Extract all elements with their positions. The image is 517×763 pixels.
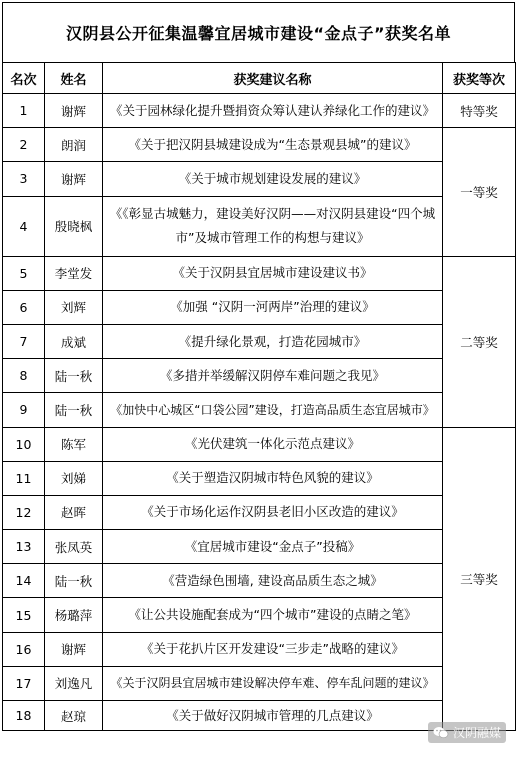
name-cell: 成斌 [45, 324, 103, 358]
rank-cell: 10 [3, 427, 45, 461]
name-cell: 谢辉 [45, 632, 103, 666]
proposal-cell: 《营造绿色围墙, 建设高品质生态之城》 [103, 564, 443, 598]
proposal-cell: 《关于花扒片区开发建设“三步走”战略的建议》 [103, 632, 443, 666]
name-cell: 刘娣 [45, 461, 103, 495]
table-row [3, 256, 516, 290]
table-row [3, 598, 516, 632]
rank-cell: 15 [3, 598, 45, 632]
table-row [3, 632, 516, 666]
table-row [3, 461, 516, 495]
header-rank: 名次 [3, 63, 45, 94]
table-row [3, 427, 516, 461]
table-row [3, 324, 516, 358]
name-cell: 赵琼 [45, 701, 103, 731]
name-cell: 刘辉 [45, 290, 103, 324]
award-cell-first: 一等奖 [443, 128, 516, 256]
table-row [3, 666, 516, 700]
header-name: 姓名 [45, 63, 103, 94]
rank-cell: 6 [3, 290, 45, 324]
proposal-cell: 《加快中心城区“口袋公园”建设，打造高品质生态宜居城市》 [103, 393, 443, 427]
proposal-cell: 《让公共设施配套成为“四个城市”建设的点睛之笔》 [103, 598, 443, 632]
header-award: 获奖等次 [443, 63, 516, 94]
name-cell: 朗润 [45, 128, 103, 162]
rank-cell: 12 [3, 495, 45, 529]
table-row [3, 162, 516, 196]
table-row [3, 290, 516, 324]
name-cell: 张凤英 [45, 530, 103, 564]
rank-cell: 2 [3, 128, 45, 162]
proposal-cell: 《关于做好汉阴城市管理的几点建议》 [103, 701, 443, 731]
table-row [3, 393, 516, 427]
proposal-cell: 《关于把汉阴县城建设成为“生态景观县城”的建议》 [103, 128, 443, 162]
document-page [1, 1, 516, 763]
name-cell: 陆一秋 [45, 564, 103, 598]
rank-cell: 3 [3, 162, 45, 196]
rank-cell: 17 [3, 666, 45, 700]
proposal-cell: 《多措并举缓解汉阴停车难问题之我见》 [103, 359, 443, 393]
proposal-cell: 《加强 “汉阴一河两岸”治理的建议》 [103, 290, 443, 324]
rank-cell: 11 [3, 461, 45, 495]
rank-cell: 14 [3, 564, 45, 598]
name-cell: 谢辉 [45, 94, 103, 128]
proposal-cell: 《提升绿化景观，打造花园城市》 [103, 324, 443, 358]
name-cell: 陈军 [45, 427, 103, 461]
proposal-cell: 《关于园林绿化提升暨捐资众筹认建认养绿化工作的建议》 [103, 94, 443, 128]
wechat-icon [433, 726, 449, 739]
proposal-cell: 《关于城市规划建设发展的建议》 [103, 162, 443, 196]
table-row [3, 94, 516, 128]
name-cell: 谢辉 [45, 162, 103, 196]
proposal-cell: 《《彰显古城魅力，建设美好汉阴——对汉阴县建设“四个城市”及城市管理工作的构想与建议》 [103, 196, 443, 256]
table-row [3, 196, 516, 256]
rank-cell: 18 [3, 701, 45, 731]
table-row [3, 530, 516, 564]
rank-cell: 13 [3, 530, 45, 564]
name-cell: 陆一秋 [45, 359, 103, 393]
table-row [3, 128, 516, 162]
header-proposal: 获奖建议名称 [103, 63, 443, 94]
award-cell-special: 特等奖 [443, 94, 516, 128]
rank-cell: 5 [3, 256, 45, 290]
rank-cell: 8 [3, 359, 45, 393]
rank-cell: 9 [3, 393, 45, 427]
name-cell: 陆一秋 [45, 393, 103, 427]
rank-cell: 7 [3, 324, 45, 358]
watermark-text: 汉阴融媒 [452, 726, 501, 740]
name-cell: 赵晖 [45, 495, 103, 529]
proposal-cell: 《光伏建筑一体化示范点建议》 [103, 427, 443, 461]
rank-cell: 4 [3, 196, 45, 256]
award-table [2, 62, 516, 731]
watermark [428, 722, 506, 743]
proposal-cell: 《关于汉阴县宜居城市建设解决停车难、停车乱问题的建议》 [103, 666, 443, 700]
proposal-cell: 《关于市场化运作汉阴县老旧小区改造的建议》 [103, 495, 443, 529]
proposal-cell: 《关于塑造汉阴城市特色风貌的建议》 [103, 461, 443, 495]
award-cell-second: 二等奖 [443, 256, 516, 427]
table-row [3, 359, 516, 393]
table-row [3, 495, 516, 529]
table-header-row [3, 63, 516, 94]
rank-cell: 1 [3, 94, 45, 128]
name-cell: 杨璐萍 [45, 598, 103, 632]
rank-cell: 16 [3, 632, 45, 666]
name-cell: 殷晓枫 [45, 196, 103, 256]
proposal-cell: 《关于汉阴县宜居城市建设建议书》 [103, 256, 443, 290]
proposal-cell: 《宜居城市建设“金点子”投稿》 [103, 530, 443, 564]
name-cell: 李堂发 [45, 256, 103, 290]
document-title: 汉阴县公开征集温馨宜居城市建设“金点子”获奖名单 [2, 2, 515, 62]
award-cell-third: 三等奖 [443, 427, 516, 731]
table-row [3, 564, 516, 598]
name-cell: 刘逸凡 [45, 666, 103, 700]
